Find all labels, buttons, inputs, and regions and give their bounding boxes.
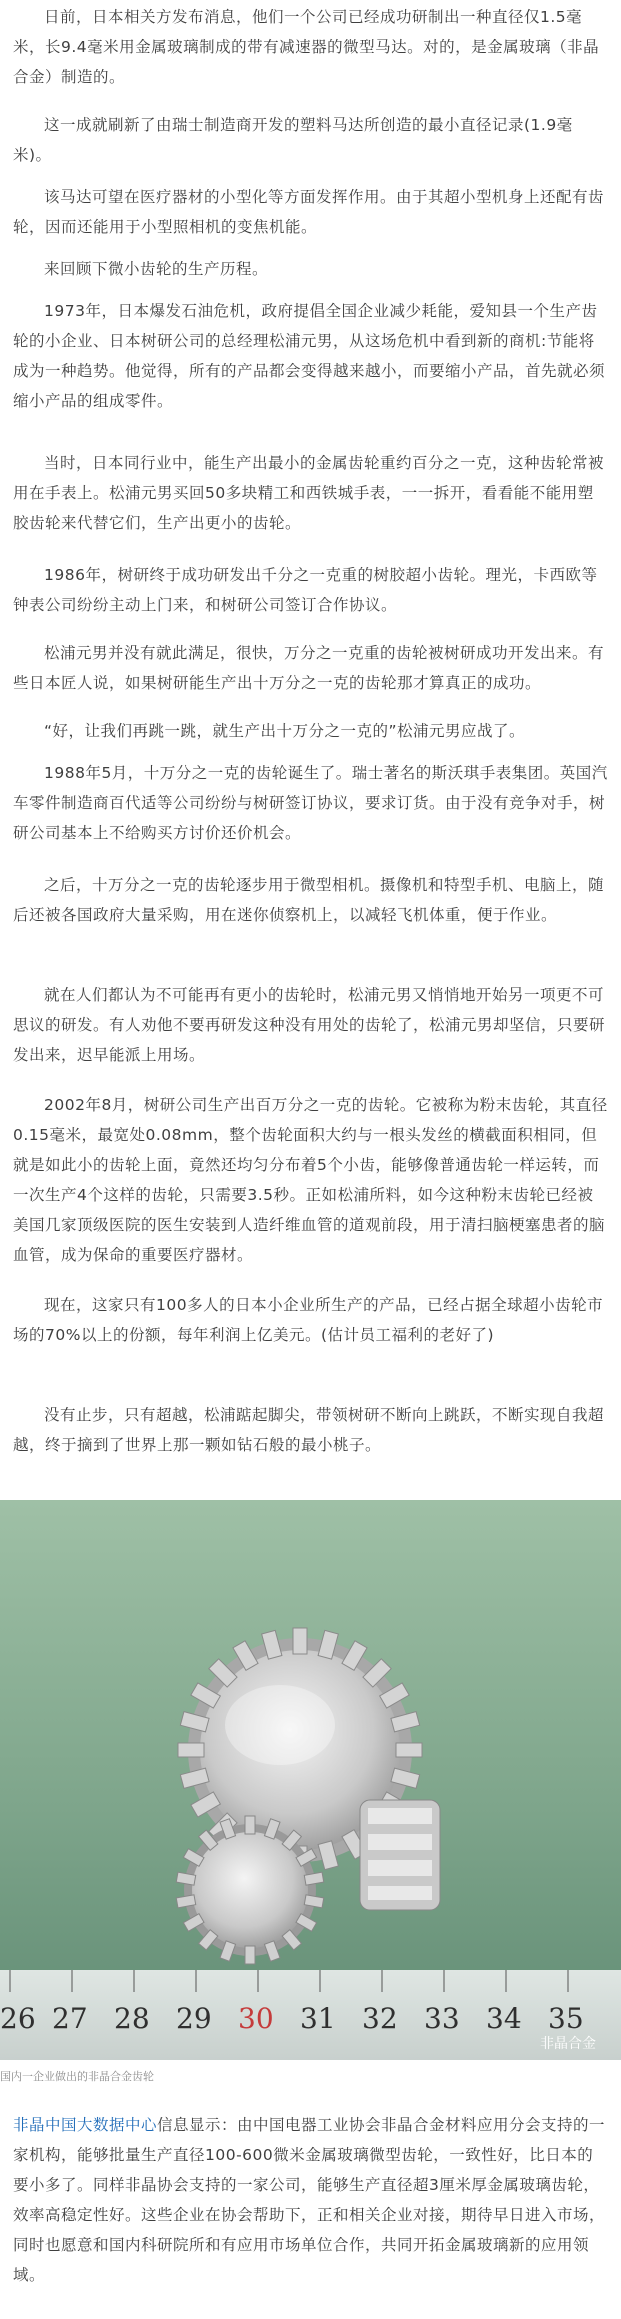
paragraph: 就在人们都认为不可能再有更小的齿轮时，松浦元男又悄悄地开始另一项更不可思议的研发。有人劝他不要再研发这种没有用处的齿轮了，松浦元男却坚信，只要研发出来，迟早能派上用场。 — [13, 986, 606, 1064]
data-center-link[interactable]: 非晶中国大数据中心 — [13, 2116, 158, 2134]
gear-photo — [0, 1500, 621, 2060]
paragraph: 来回顾下微小齿轮的生产历程。 — [44, 260, 269, 278]
watermark-text: 非晶合金 — [540, 2036, 596, 2052]
ruler-number: 32 — [362, 2002, 398, 2035]
ruler-number: 27 — [52, 2002, 88, 2035]
ruler-number: 34 — [486, 2002, 522, 2035]
paragraph: 该马达可望在医疗器材的小型化等方面发挥作用。由于其超小型机身上还配有齿轮，因而还能用于小型照相机的变焦机能。 — [13, 188, 605, 236]
stacked-gear — [360, 1800, 440, 1910]
closing-text: 信息显示：由中国电器工业协会非晶合金材料应用分会支持的一家机构，能够批量生产直径100-600微米金属玻璃微型齿轮，一致性好，比日本的要小多了。同样非晶协会支持的一家公司，能够生产直径超3厘米厚金属玻璃齿轮，效率高稳定性好。这些企业在协会帮助下，正和相关企业对接，期待早日进入市场，同时也愿意和国内科研院所和有应用市场单位合作，共同开拓金属玻璃新的应用领域。 — [13, 2116, 606, 2284]
ruler-number: 35 — [548, 2002, 584, 2035]
ruler-number: 26 — [0, 2002, 36, 2035]
paragraph: 没有止步，只有超越，松浦踮起脚尖，带领树研不断向上跳跃，不断实现自我超越，终于摘到了世界上那一颗如钻石般的最小桃子。 — [13, 1406, 605, 1454]
paragraph: 之后，十万分之一克的齿轮逐步用于微型相机。摄像机和特型手机、电脑上，随后还被各国政府大量采购，用在迷你侦察机上，以减轻飞机体重，便于作业。 — [13, 876, 605, 924]
paragraph: 当时，日本同行业中，能生产出最小的金属齿轮重约百分之一克，这种齿轮常被用在手表上。松浦元男买回50多块精工和西铁城手表，一一拆开，看看能不能用塑胶齿轮来代替它们，生产出更小的齿轮。 — [13, 454, 605, 532]
ruler — [0, 1970, 621, 2060]
paragraph: 日前，日本相关方发布消息，他们一个公司已经成功研制出一种直径仅1.5毫米，长9.4毫米用金属玻璃制成的带有减速器的微型马达。对的，是金属玻璃（非晶合金）制造的。 — [13, 8, 600, 86]
image-caption: 国内一企业做出的非晶合金齿轮 — [0, 2070, 154, 2083]
ruler-number: 29 — [176, 2002, 212, 2035]
closing-paragraph — [13, 2110, 608, 2290]
ruler-number: 31 — [300, 2002, 336, 2035]
ruler-number: 28 — [114, 2002, 150, 2035]
paragraph: “好，让我们再跳一跳，就生产出十万分之一克的”松浦元男应战了。 — [44, 722, 526, 740]
paragraph: 1986年，树研终于成功研发出千分之一克重的树胶超小齿轮。理光，卡西欧等钟表公司纷纷主动上门来，和树研公司签订合作协议。 — [13, 566, 598, 614]
gear-photo-drawing — [0, 1500, 621, 2060]
paragraph: 2002年8月，树研公司生产出百万分之一克的齿轮。它被称为粉末齿轮，其直径0.15毫米，最宽处0.08mm，整个齿轮面积大约与一根头发丝的横截面积相同，但就是如此小的齿轮上面，竟然还均匀分布着5个小齿，能够像普通齿轮一样运转，而一次生产4个这样的齿轮，只需要3.5秒。正如松浦所料，如今这种粉末齿轮已经被美国几家顶级医院的医生安装到人造纤维血管的道观前段，用于清扫脑梗塞患者的脑血管，成为保命的重要医疗器材。 — [13, 1096, 608, 1264]
ruler-number: 33 — [424, 2002, 460, 2035]
paragraph: 1973年，日本爆发石油危机，政府提倡全国企业减少耗能，爱知县一个生产齿轮的小企业、日本树研公司的总经理松浦元男，从这场危机中看到新的商机:节能将成为一种趋势。他觉得，所有的产品都会变得越来越小，而要缩小产品，首先就必须缩小产品的组成零件。 — [13, 302, 606, 410]
paragraph: 1988年5月，十万分之一克的齿轮诞生了。瑞士著名的斯沃琪手表集团。英国汽车零件制造商百代适等公司纷纷与树研签订协议，要求订货。由于没有竞争对手，树研公司基本上不给购买方讨价还价机会。 — [13, 764, 608, 842]
paragraph: 松浦元男并没有就此满足，很快，万分之一克重的齿轮被树研成功开发出来。有些日本匠人说，如果树研能生产出十万分之一克的齿轮那才算真正的成功。 — [13, 644, 605, 692]
ruler-number: 30 — [238, 2002, 274, 2035]
paragraph: 现在，这家只有100多人的日本小企业所生产的产品，已经占据全球超小齿轮市场的70%以上的份额，每年利润上亿美元。(估计员工福利的老好了) — [13, 1296, 604, 1344]
paragraph: 这一成就刷新了由瑞士制造商开发的塑料马达所创造的最小直径记录(1.9毫米)。 — [13, 116, 573, 164]
